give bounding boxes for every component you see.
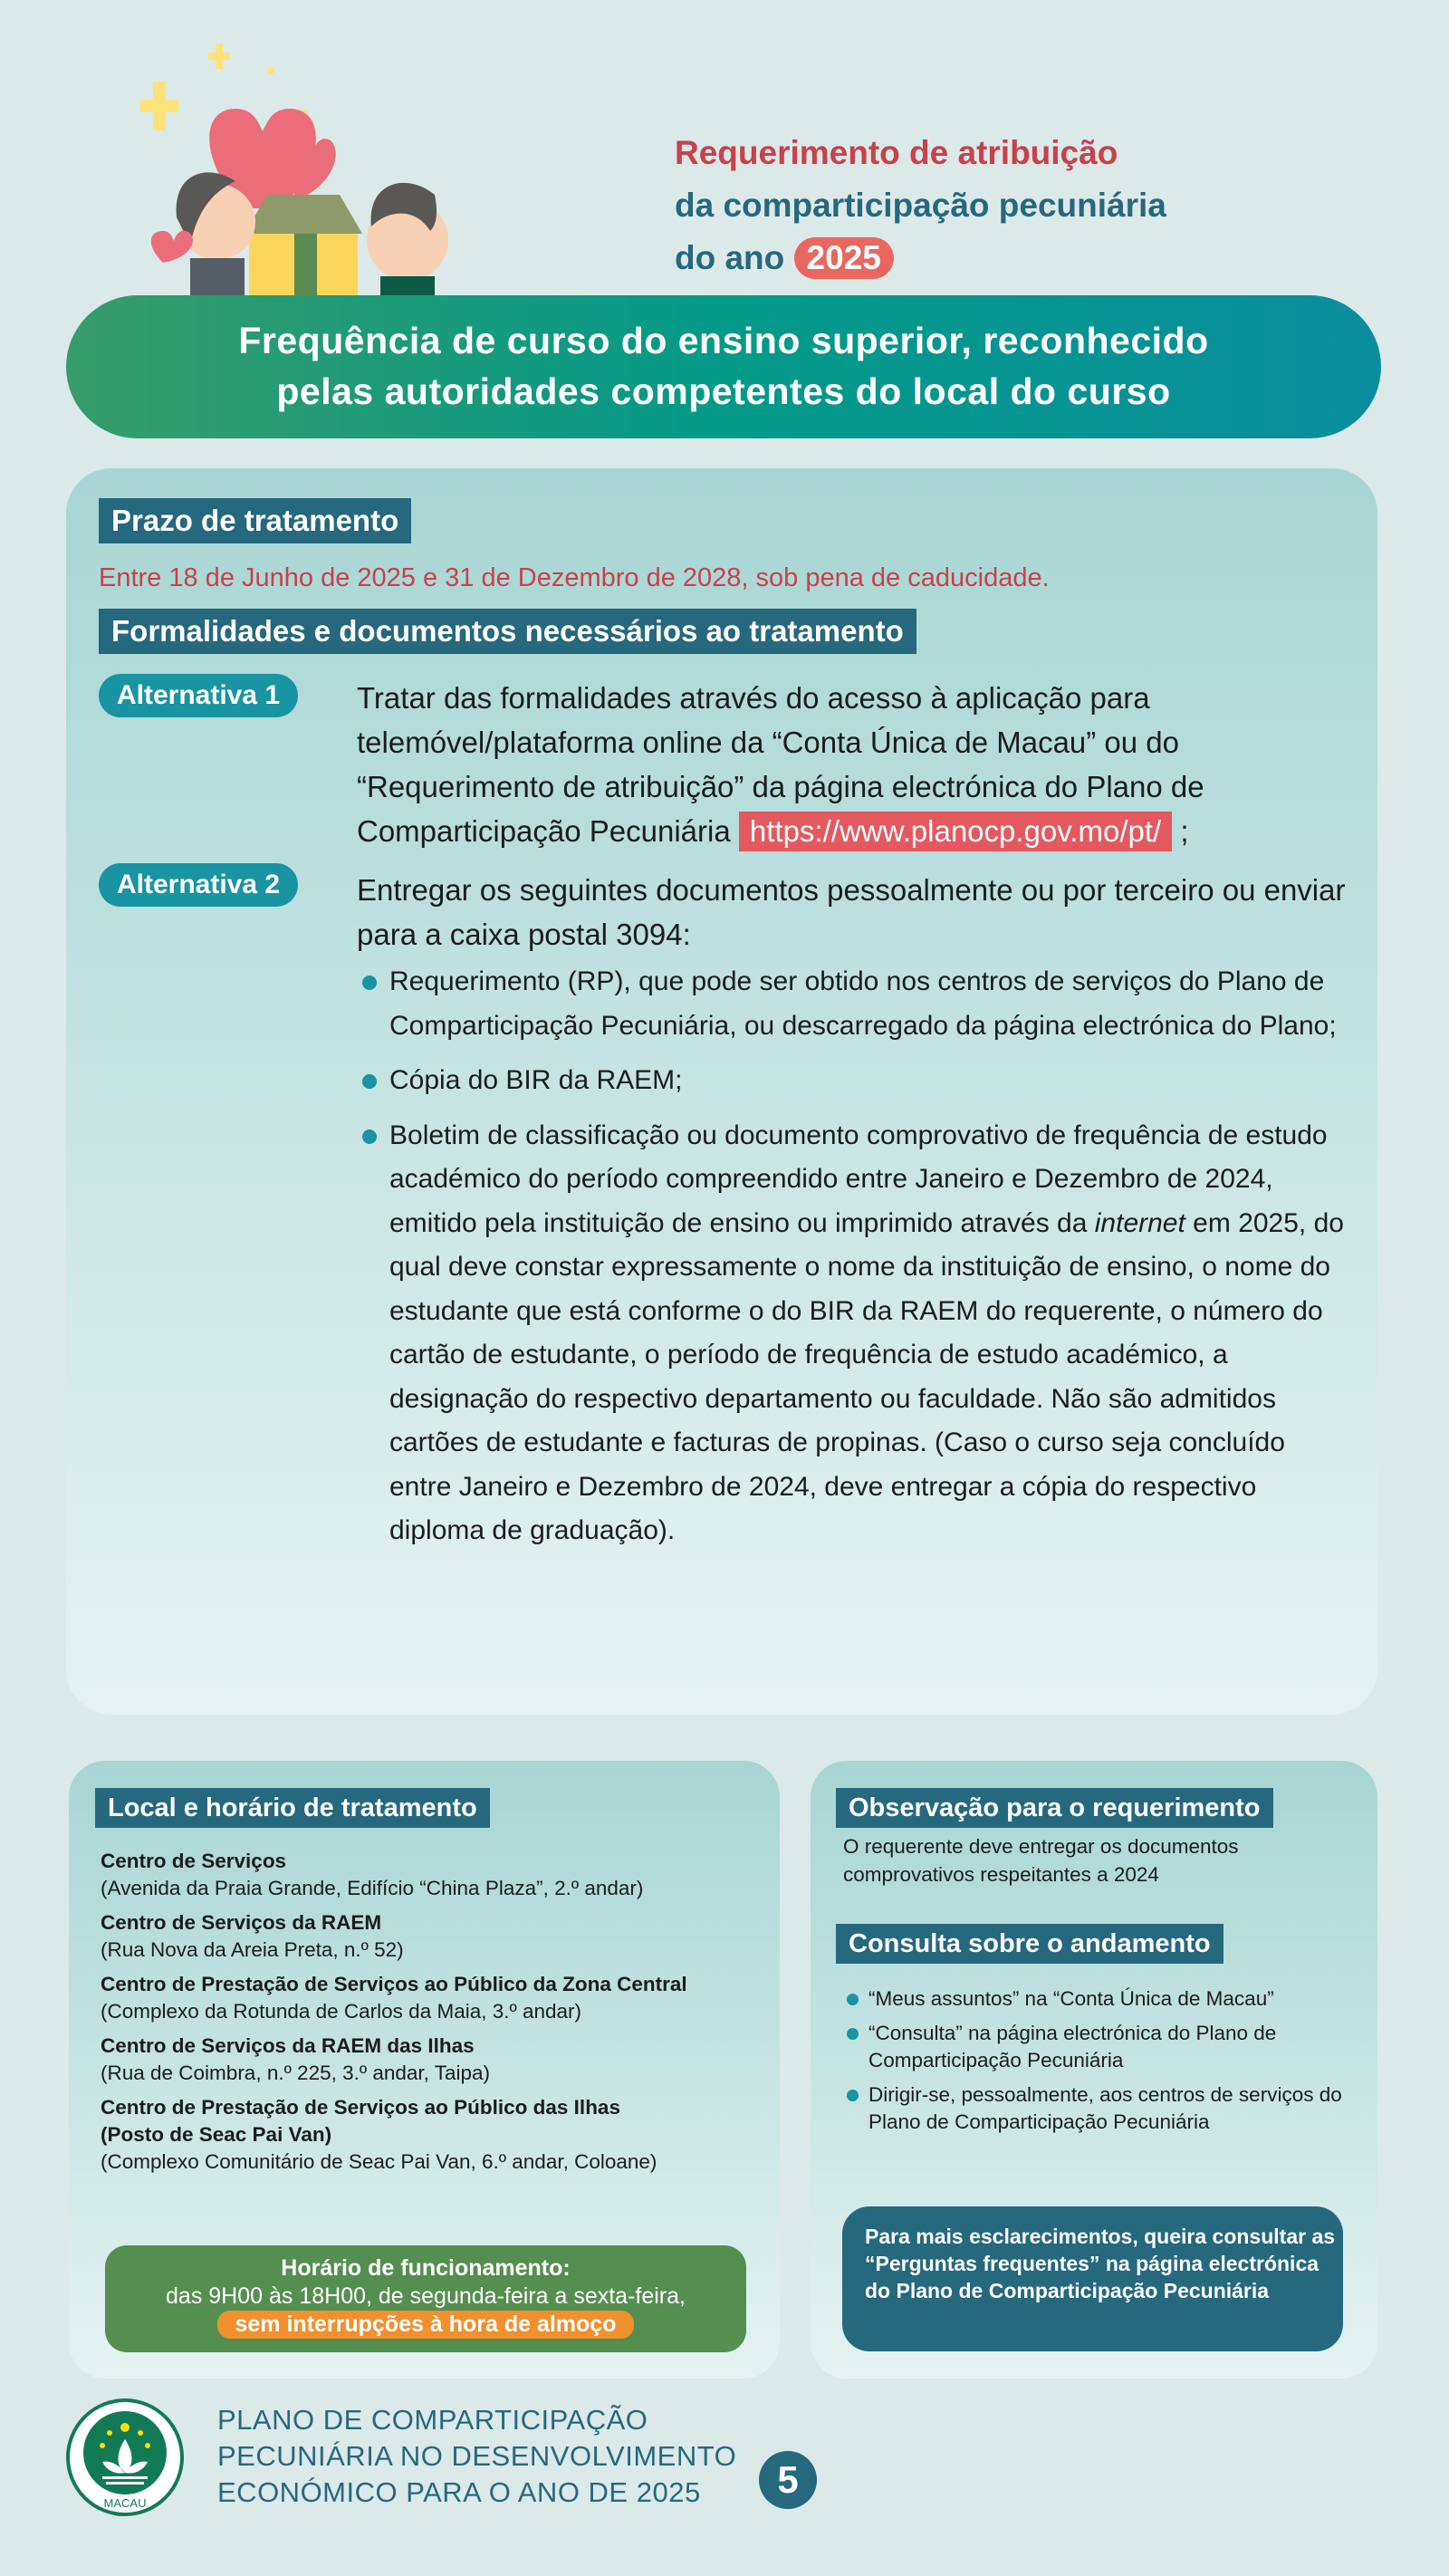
center-address: (Avenida da Praia Grande, Edifício “China Plaza”, 2.º andar) xyxy=(101,1877,644,1899)
center-item xyxy=(101,2094,775,2176)
center-name: Centro de Prestação de Serviços ao Público da Zona Central xyxy=(101,1973,687,1995)
center-address: (Rua de Coimbra, n.º 225, 3.º andar, Taipa) xyxy=(101,2062,491,2084)
header-illustration xyxy=(109,36,652,299)
center-item xyxy=(101,1971,775,2025)
banner-line2: pelas autoridades competentes do local do curso xyxy=(276,370,1171,412)
banner-line1: Frequência de curso do ensino superior, reconhecido xyxy=(238,320,1209,361)
center-address: (Rua Nova da Areia Preta, n.º 52) xyxy=(101,1938,404,1961)
progress-label: Consulta sobre o andamento xyxy=(836,1924,1223,1964)
center-item xyxy=(101,2033,775,2087)
location-label: Local e horário de tratamento xyxy=(95,1788,490,1828)
footer-line2: PECUNIÁRIA NO DESENVOLVIMENTO xyxy=(217,2440,737,2472)
alternative-2-badge: Alternativa 2 xyxy=(99,863,298,907)
list-item xyxy=(362,1114,1349,1553)
center-item xyxy=(101,1848,775,1902)
list-item: Requerimento (RP), que pode ser obtido nos centros de serviços do Plano de Comparticipação Pecuniária, ou descarregado da página electrónica do Plano; xyxy=(362,960,1349,1048)
alternative-1-badge: Alternativa 1 xyxy=(99,674,298,717)
center-name: Centro de Prestação de Serviços ao Público das Ilhas (Posto de Seac Pai Van) xyxy=(101,2096,620,2146)
title-line3-text: do ano xyxy=(675,239,785,276)
center-address: (Complexo da Rotunda de Carlos da Maia, 3.º andar) xyxy=(101,2000,582,2023)
location-card xyxy=(69,1761,780,2379)
year-badge: 2025 xyxy=(794,237,894,279)
list-item: “Meus assuntos” na “Conta Única de Macau” xyxy=(847,1985,1367,2013)
deadline-label: Prazo de tratamento xyxy=(99,498,411,543)
documents-list xyxy=(362,960,1349,1564)
title-line1: Requerimento de atribuição xyxy=(675,134,1118,171)
emblem-text: MACAU xyxy=(103,2496,147,2510)
page-number-badge: 5 xyxy=(759,2451,817,2509)
list-item: “Consulta” na página electrónica do Plano de Comparticipação Pecuniária xyxy=(847,2020,1367,2074)
hours-text: das 9H00 às 18H00, de segunda-feira a sexta-feira, xyxy=(166,2283,686,2309)
deadline-text: Entre 18 de Junho de 2025 e 31 de Dezembro de 2028, sob pena de caducidade. xyxy=(99,563,1050,592)
center-name: Centro de Serviços da RAEM das Ilhas xyxy=(101,2034,475,2057)
category-banner xyxy=(66,295,1381,438)
list-item: Dirigir-se, pessoalmente, aos centros de serviços do Plano de Comparticipação Pecuniária xyxy=(847,2081,1367,2136)
center-name: Centro de Serviços da RAEM xyxy=(101,1911,382,1934)
alternative-1-text xyxy=(357,676,1353,853)
center-name: Centro de Serviços xyxy=(101,1850,287,1872)
bullet3-part2: em 2025, do qual deve constar expressamente o nome da instituição de ensino, o nome do estudante que está conforme o do BIR da RAEM do requerente, o número do cartão de estudante, o período de frequência de estudo académico, a designação do respectivo departamento ou faculdade. Não são admitidos cartões de estudante e facturas de propinas. (Caso o curso seja concluído entre Janeiro e Dezembro de 2024, deve entregar a cópia do respectivo diploma de graduação). xyxy=(389,1207,1344,1545)
service-centers xyxy=(101,1848,775,2183)
heart-icon xyxy=(151,231,193,263)
observation-text: O requerente deve entregar os documentos comprovativos respeitantes a 2024 xyxy=(843,1835,1239,1886)
alternative-2-text: Entregar os seguintes documentos pessoalmente ou por terceiro ou enviar para a caixa postal 3094: xyxy=(357,873,1346,951)
header-title xyxy=(675,127,1166,284)
formalities-label: Formalidades e documentos necessários ao tratamento xyxy=(99,609,916,654)
center-address: (Complexo Comunitário de Seac Pai Van, 6.º andar, Coloane) xyxy=(101,2150,657,2173)
bullet3-italic: internet xyxy=(1094,1207,1185,1238)
hours-note: sem interrupções à hora de almoço xyxy=(217,2311,635,2339)
title-line3 xyxy=(675,232,1166,284)
title-line2: da comparticipação pecuniária xyxy=(675,187,1166,224)
center-item xyxy=(101,1909,775,1964)
progress-list xyxy=(847,1985,1367,2143)
hours-title: Horário de funcionamento: xyxy=(281,2255,571,2281)
footer-line3: ECONÓMICO PARA O ANO DE 2025 xyxy=(217,2476,701,2508)
bullet3-part1: Boletim de classificação ou documento comprovativo de frequência de estudo académico do período compreendido entre Janeiro e Dezembro de 2024, emitido pela instituição de ensino ou imprimido através da xyxy=(389,1120,1328,1238)
macau-emblem xyxy=(66,2398,184,2516)
list-item: Cópia do BIR da RAEM; xyxy=(362,1059,1349,1103)
alt1-description: Tratar das formalidades através do acesso à aplicação para telemóvel/plataforma online da “Conta Única de Macau” ou do “Requerimento de atribuição” da página electrónica do Plano de Comparticipação Pecuniária xyxy=(357,681,1204,848)
footer-line1: PLANO DE COMPARTICIPAÇÃO xyxy=(217,2404,648,2436)
opening-hours-box xyxy=(105,2245,746,2352)
observation-label: Observação para o requerimento xyxy=(836,1788,1273,1828)
info-card xyxy=(811,1761,1377,2379)
planocp-link[interactable]: https://www.planocp.gov.mo/pt/ xyxy=(739,812,1172,851)
alt1-suffix: ; xyxy=(1180,814,1189,848)
faq-box: Para mais esclarecimentos, queira consultar as “Perguntas frequentes” na página electrónica do Plano de Comparticipação Pecuniária xyxy=(842,2206,1343,2351)
footer-program-name xyxy=(217,2402,736,2511)
